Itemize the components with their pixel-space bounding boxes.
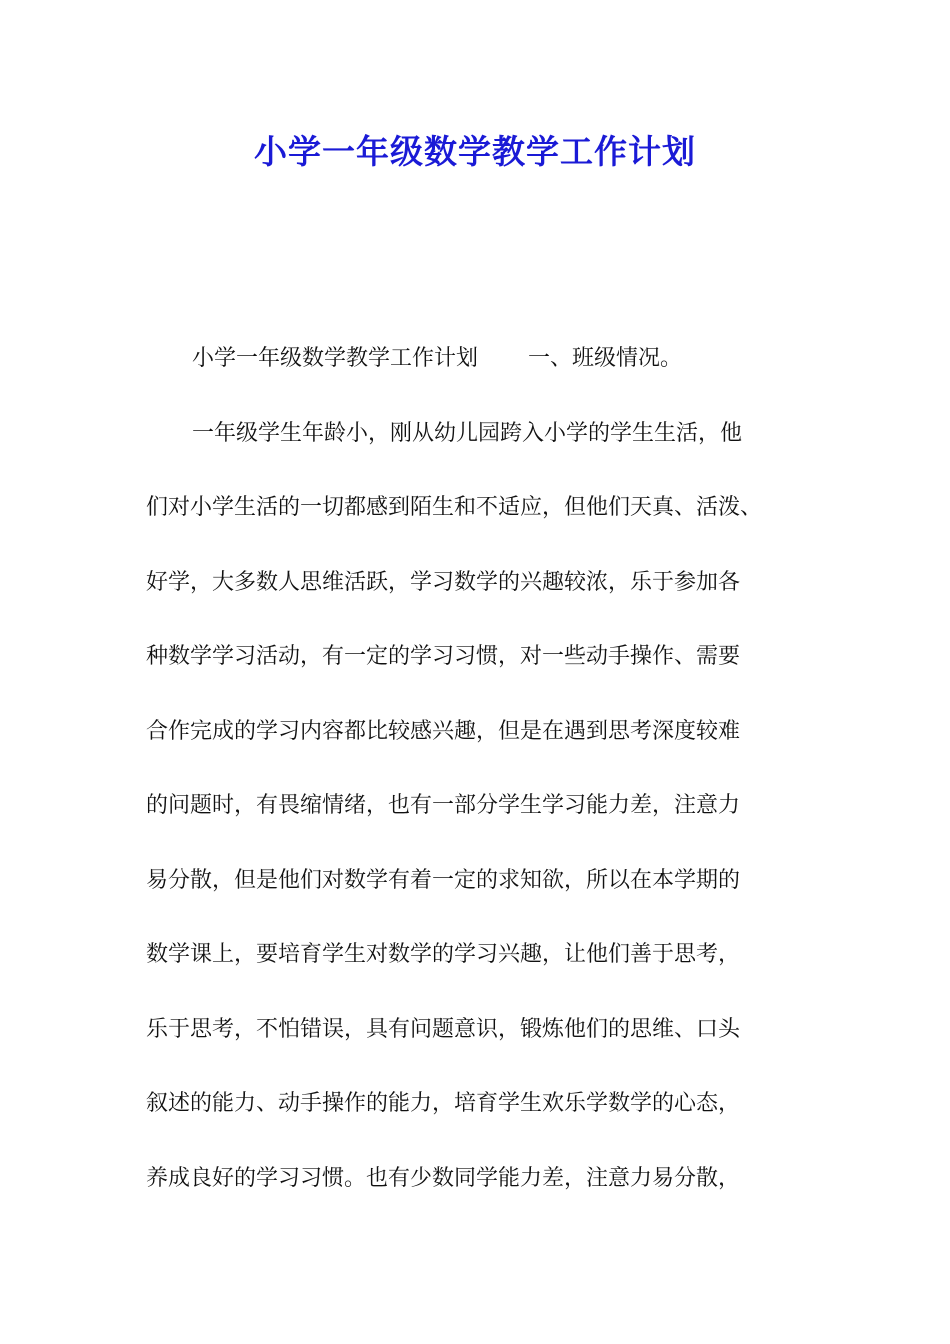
paragraph-line: 乐于思考，不怕错误，具有问题意识，锻炼他们的思维、口头: [146, 1016, 741, 1042]
paragraph-line: 的问题时，有畏缩情绪，也有一部分学生学习能力差，注意力: [146, 793, 741, 818]
heading-plan-name: 小学一年级数学教学工作计划: [192, 346, 479, 371]
paragraph-line: 好学，大多数人思维活跃，学习数学的兴趣较浓，乐于参加各: [146, 569, 741, 595]
paragraph-line: 养成良好的学习习惯。也有少数同学能力差，注意力易分散，: [146, 1165, 741, 1191]
heading-section-title: 一、班级情况。: [528, 346, 683, 371]
section-heading-line: [146, 336, 836, 411]
document-title: 小学一年级数学教学工作计划: [254, 132, 696, 171]
document-body: [146, 336, 836, 1230]
paragraph-line: 合作完成的学习内容都比较感兴趣，但是在遇到思考深度较难: [146, 718, 741, 744]
paragraph-line: 一年级学生年龄小，刚从幼儿园跨入小学的学生生活，他: [192, 420, 743, 446]
paragraph-line: 数学课上，要培育学生对数学的学习兴趣，让他们善于思考，: [146, 942, 741, 967]
paragraph-line: 种数学学习活动，有一定的学习习惯，对一些动手操作、需要: [146, 644, 741, 669]
paragraph-line: 易分散，但是他们对数学有着一定的求知欲，所以在本学期的: [146, 867, 741, 893]
paragraph-line: 们对小学生活的一切都感到陌生和不适应，但他们天真、活泼、: [146, 495, 763, 520]
paragraph-line: 叙述的能力、动手操作的能力，培育学生欢乐学数学的心态，: [146, 1091, 741, 1116]
